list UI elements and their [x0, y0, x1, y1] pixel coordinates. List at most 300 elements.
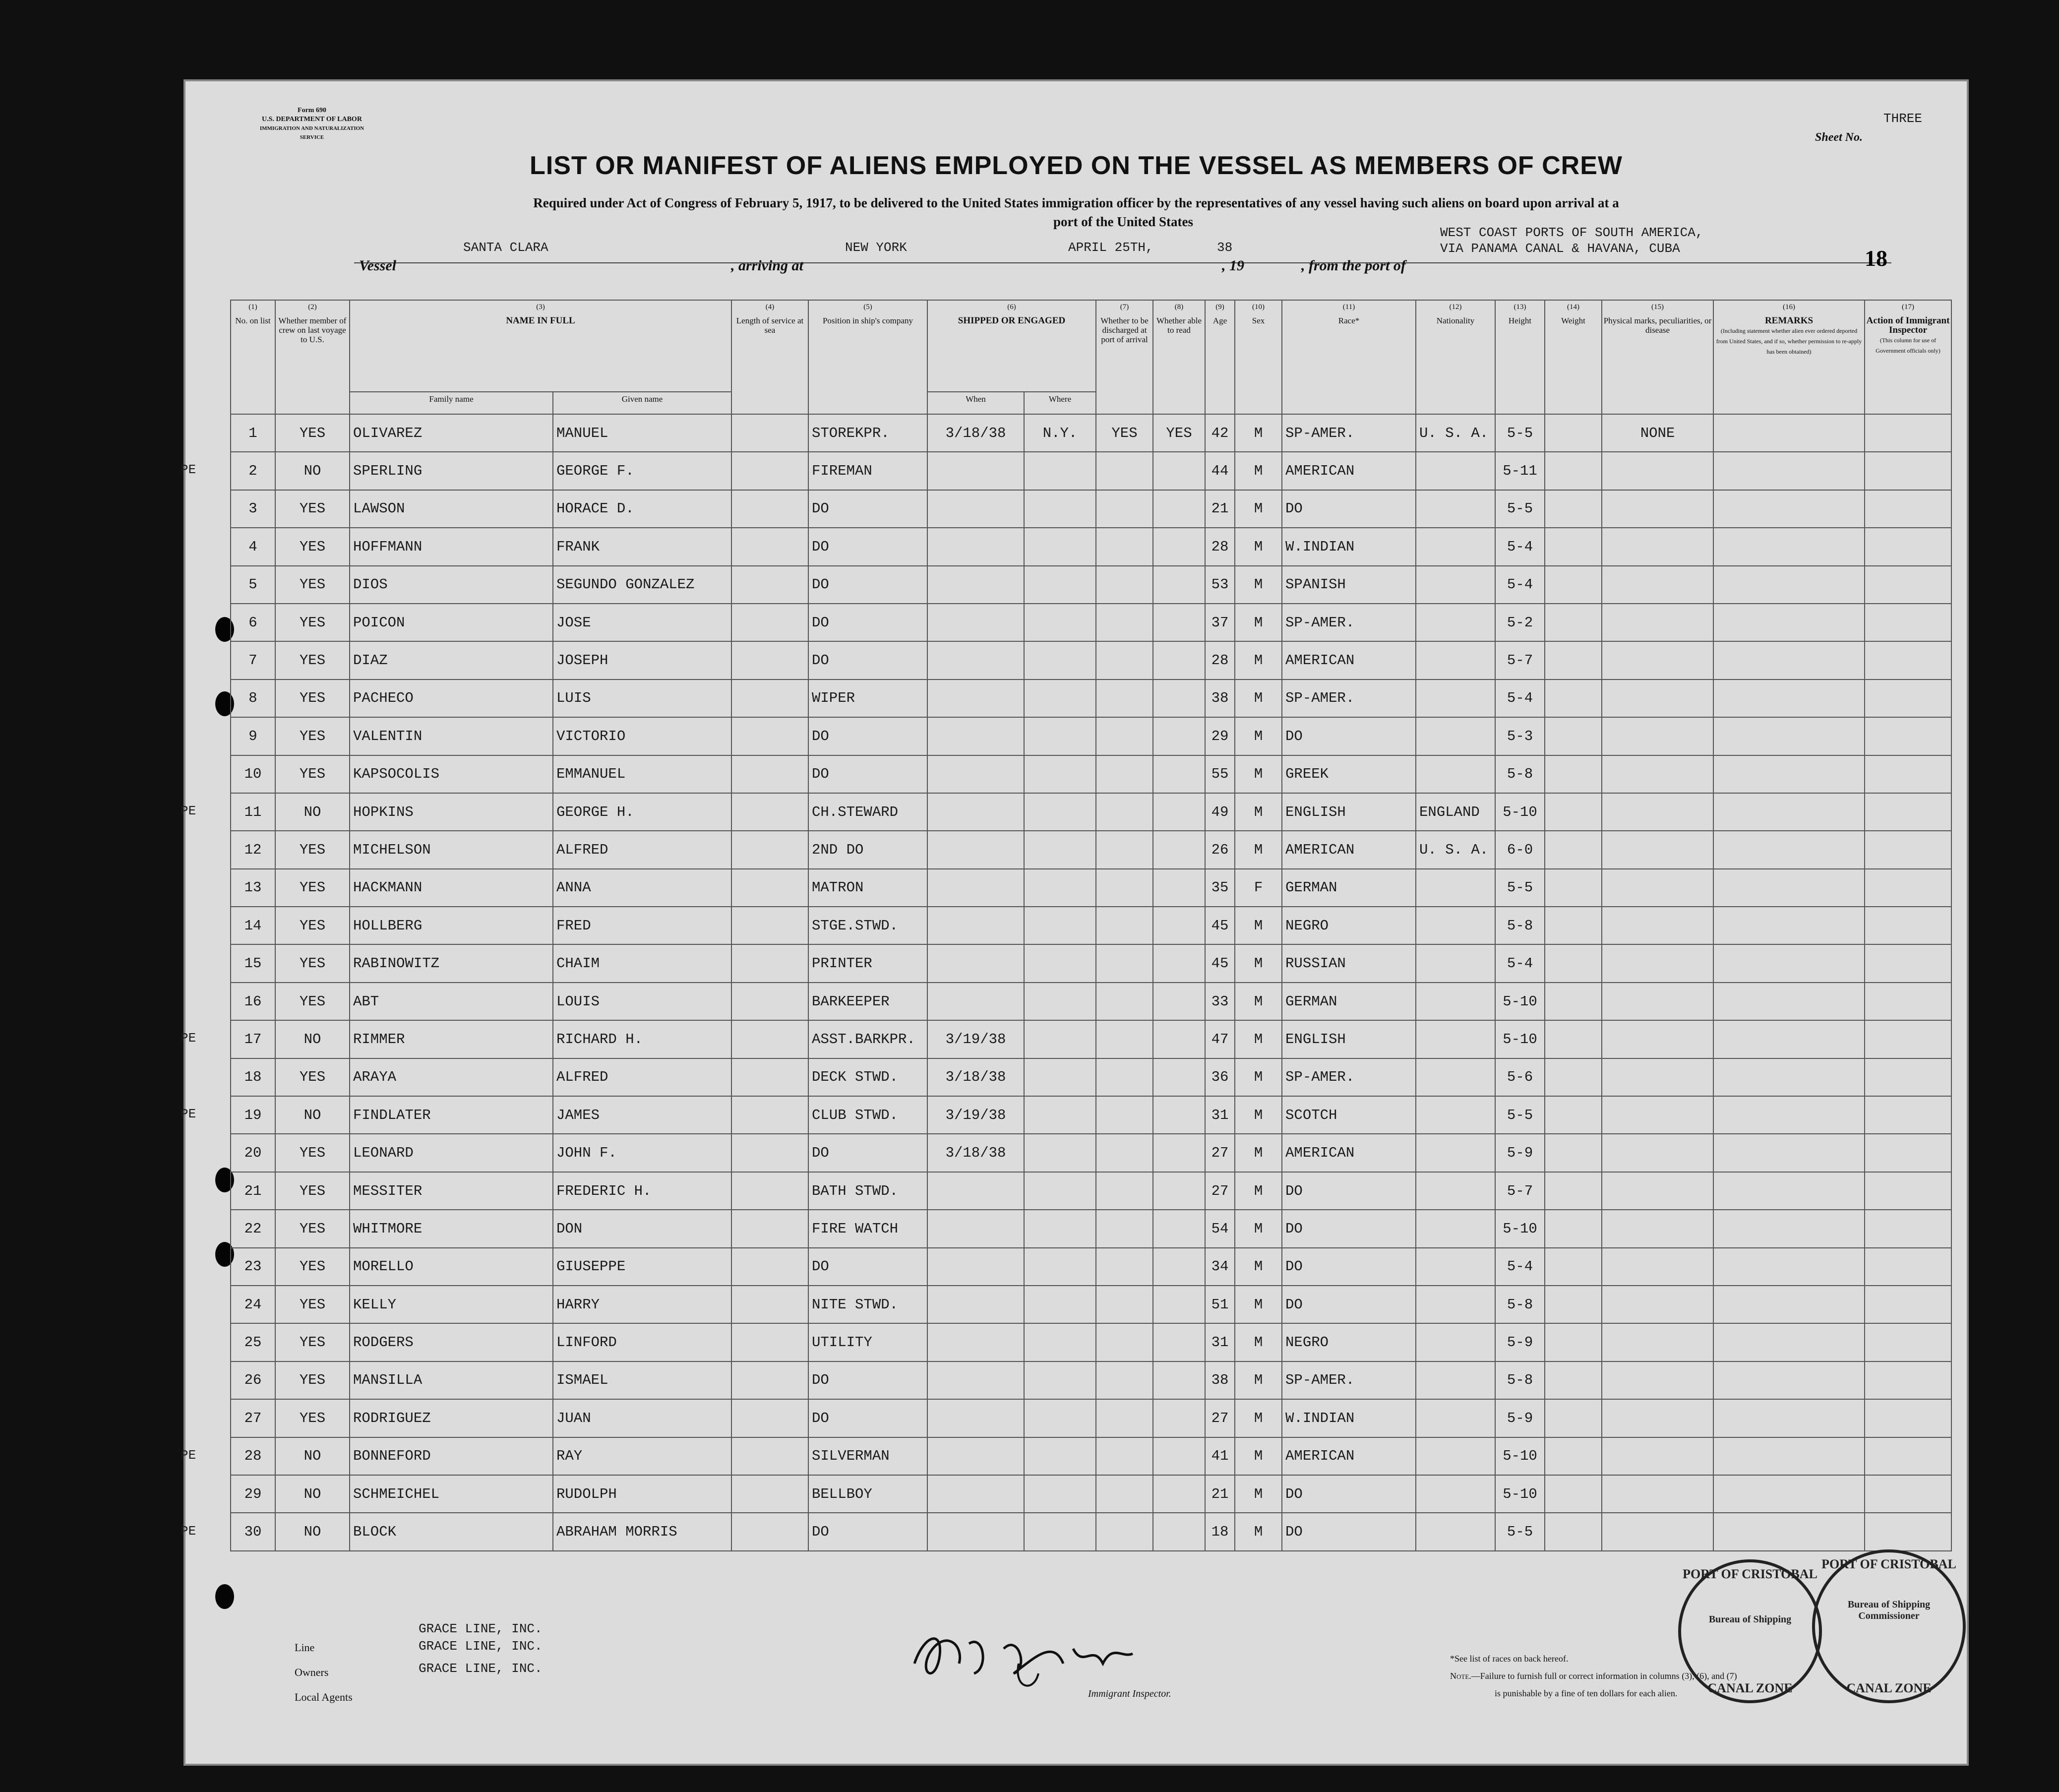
sex-cell: M	[1235, 414, 1282, 452]
shipped-when-cell: 3/18/38	[927, 1058, 1024, 1096]
given-name-cell: GEORGE H.	[553, 793, 731, 831]
age-cell: 53	[1205, 566, 1235, 604]
col-remarks-header: (16) REMARKS (Including statement whether alien ever ordered deported from United States, and if so, whether permission to re-apply has been obtained)	[1713, 300, 1865, 414]
race-cell: ENGLISH	[1282, 1020, 1416, 1058]
service-length-cell	[731, 907, 808, 944]
col-prev-voyage-label: Whether member of crew on last voyage to U.S.	[278, 316, 347, 344]
company-name: GRACE LINE, INC.	[419, 1621, 543, 1636]
race-cell: SCOTCH	[1282, 1096, 1416, 1134]
shipped-where-cell	[1024, 452, 1096, 490]
age-cell: 34	[1205, 1248, 1235, 1286]
nationality-cell	[1416, 1399, 1495, 1437]
crew-table	[230, 300, 1952, 1551]
physical-marks-cell	[1602, 907, 1713, 944]
note-text: —Failure to furnish full or correct information in columns (3), (6), and (7)	[1471, 1671, 1737, 1681]
discharge-cell	[1096, 1475, 1153, 1513]
service-length-cell	[731, 944, 808, 982]
physical-marks-cell	[1602, 1096, 1713, 1134]
family-name-cell: ARAYA	[350, 1058, 553, 1096]
port-stamp-right-bottom: CANAL ZONE	[1846, 1681, 1932, 1695]
shipped-when-cell	[927, 907, 1024, 944]
sex-cell: M	[1235, 528, 1282, 565]
row-number-cell: 27	[231, 1399, 275, 1437]
shipped-when-cell	[927, 528, 1024, 565]
service-length-cell	[731, 1475, 808, 1513]
weight-cell	[1545, 793, 1602, 831]
note-label: Note.	[1450, 1671, 1471, 1681]
sex-cell: M	[1235, 907, 1282, 944]
given-name-cell: HORACE D.	[553, 490, 731, 528]
table-row	[231, 717, 1951, 755]
nationality-cell	[1416, 944, 1495, 982]
row-number-cell: 28	[231, 1437, 275, 1475]
age-cell: 31	[1205, 1096, 1235, 1134]
position-cell: FIREMAN	[808, 452, 927, 490]
discharge-cell	[1096, 490, 1153, 528]
family-name-cell: SPERLING	[350, 452, 553, 490]
able-to-read-cell	[1153, 1058, 1205, 1096]
height-cell: 5-9	[1495, 1399, 1545, 1437]
row-number-cell: 1	[231, 414, 275, 452]
prev-voyage-cell: YES	[275, 1286, 350, 1323]
col-read-header: (8) Whether able to read	[1153, 300, 1205, 414]
given-name-cell: VICTORIO	[553, 717, 731, 755]
prev-voyage-cell: NO	[275, 1513, 350, 1550]
age-cell: 21	[1205, 490, 1235, 528]
able-to-read-cell	[1153, 944, 1205, 982]
agents-label: Local Agents	[295, 1691, 353, 1703]
physical-marks-cell	[1602, 1020, 1713, 1058]
physical-marks-cell	[1602, 1134, 1713, 1172]
family-name-cell: BLOCK	[350, 1513, 553, 1550]
able-to-read-cell	[1153, 907, 1205, 944]
row-number-cell: 13	[231, 869, 275, 907]
vessel-name: SANTA CLARA	[463, 240, 548, 255]
inspector-action-cell	[1865, 1513, 1951, 1550]
table-row	[231, 452, 1951, 490]
physical-marks-cell	[1602, 831, 1713, 868]
physical-marks-cell	[1602, 1172, 1713, 1210]
nationality-cell	[1416, 452, 1495, 490]
height-cell: 5-9	[1495, 1323, 1545, 1361]
prev-voyage-cell: YES	[275, 907, 350, 944]
position-cell: MATRON	[808, 869, 927, 907]
prev-voyage-cell: YES	[275, 1058, 350, 1096]
inspector-action-cell	[1865, 1361, 1951, 1399]
row-number-cell: 30	[231, 1513, 275, 1550]
family-name-cell: WHITMORE	[350, 1210, 553, 1247]
able-to-read-cell	[1153, 566, 1205, 604]
discharge-cell	[1096, 1437, 1153, 1475]
age-cell: 47	[1205, 1020, 1235, 1058]
height-cell: 5-5	[1495, 414, 1545, 452]
physical-marks-cell	[1602, 1286, 1713, 1323]
shipped-when-cell	[927, 452, 1024, 490]
col-race-label: Race*	[1338, 316, 1360, 325]
nationality-cell	[1416, 1058, 1495, 1096]
able-to-read-cell	[1153, 1134, 1205, 1172]
table-row	[231, 1210, 1951, 1247]
given-name-cell: LOUIS	[553, 983, 731, 1020]
shipped-where-cell	[1024, 566, 1096, 604]
row-number-cell: 3	[231, 490, 275, 528]
physical-marks-cell	[1602, 755, 1713, 793]
fine-note-2: is punishable by a fine of ten dollars for each alien.	[1495, 1688, 1678, 1698]
position-cell: CLUB STWD.	[808, 1096, 927, 1134]
age-cell: 29	[1205, 717, 1235, 755]
sex-cell: M	[1235, 1248, 1282, 1286]
nationality-cell	[1416, 755, 1495, 793]
age-cell: 51	[1205, 1286, 1235, 1323]
given-name-cell: JOHN F.	[553, 1134, 731, 1172]
nationality-cell	[1416, 1134, 1495, 1172]
age-cell: 28	[1205, 528, 1235, 565]
remarks-cell	[1713, 869, 1865, 907]
race-cell: W.INDIAN	[1282, 1399, 1416, 1437]
nationality-cell: U. S. A.	[1416, 414, 1495, 452]
sex-cell: M	[1235, 1475, 1282, 1513]
row-number-cell: 22	[231, 1210, 275, 1247]
age-cell: 28	[1205, 641, 1235, 679]
remarks-cell	[1713, 1475, 1865, 1513]
family-name-cell: HOFFMANN	[350, 528, 553, 565]
inspector-signature	[905, 1614, 1152, 1693]
inspector-action-cell	[1865, 566, 1951, 604]
able-to-read-cell	[1153, 604, 1205, 641]
age-cell: 27	[1205, 1172, 1235, 1210]
prev-voyage-cell: YES	[275, 680, 350, 717]
remarks-cell	[1713, 1286, 1865, 1323]
family-name-cell: RIMMER	[350, 1020, 553, 1058]
given-name-cell: ALFRED	[553, 1058, 731, 1096]
shipped-when-cell	[927, 566, 1024, 604]
physical-marks-cell	[1602, 604, 1713, 641]
physical-marks-cell	[1602, 793, 1713, 831]
discharge-cell	[1096, 1323, 1153, 1361]
weight-cell	[1545, 983, 1602, 1020]
prev-voyage-cell: YES	[275, 604, 350, 641]
col-action-header: (17) Action of Immigrant Inspector (This column for use of Government officials only)	[1865, 300, 1951, 414]
sex-cell: M	[1235, 983, 1282, 1020]
discharge-cell	[1096, 944, 1153, 982]
sex-cell: M	[1235, 1323, 1282, 1361]
sex-cell: F	[1235, 869, 1282, 907]
col-discharge-label: Whether to be discharged at port of arrival	[1100, 316, 1149, 344]
table-row	[231, 1399, 1951, 1437]
weight-cell	[1545, 1475, 1602, 1513]
sex-cell: M	[1235, 944, 1282, 982]
race-cell: SPANISH	[1282, 566, 1416, 604]
service-length-cell	[731, 1513, 808, 1550]
weight-cell	[1545, 831, 1602, 868]
given-name-cell: FREDERIC H.	[553, 1172, 731, 1210]
position-cell: DO	[808, 1134, 927, 1172]
shipped-when-cell	[927, 1323, 1024, 1361]
weight-cell	[1545, 1361, 1602, 1399]
col-shipped-header: (6) SHIPPED OR ENGAGED	[927, 300, 1096, 392]
row-number-cell: 11	[231, 793, 275, 831]
prev-voyage-cell: YES	[275, 641, 350, 679]
inspector-action-cell	[1865, 907, 1951, 944]
nationality-cell	[1416, 1513, 1495, 1550]
discharge-cell	[1096, 1020, 1153, 1058]
weight-cell	[1545, 944, 1602, 982]
sex-cell: M	[1235, 1210, 1282, 1247]
col-name-header: (3) NAME IN FULL	[350, 300, 731, 392]
inspector-action-cell	[1865, 452, 1951, 490]
col-age-header: (9) Age	[1205, 300, 1235, 414]
position-cell: DO	[808, 717, 927, 755]
row-number-cell: 26	[231, 1361, 275, 1399]
age-cell: 45	[1205, 944, 1235, 982]
given-name-cell: RAY	[553, 1437, 731, 1475]
discharge-cell	[1096, 1513, 1153, 1550]
vessel-label: Vessel	[359, 257, 396, 274]
shipped-where-cell	[1024, 1437, 1096, 1475]
able-to-read-cell: YES	[1153, 414, 1205, 452]
family-name-cell: HOLLBERG	[350, 907, 553, 944]
inspector-action-cell	[1865, 1134, 1951, 1172]
remarks-cell	[1713, 907, 1865, 944]
able-to-read-cell	[1153, 831, 1205, 868]
remarks-cell	[1713, 1248, 1865, 1286]
line-label: Line	[295, 1641, 315, 1654]
family-name-cell: LEONARD	[350, 1134, 553, 1172]
height-cell: 5-10	[1495, 1020, 1545, 1058]
remarks-cell	[1713, 452, 1865, 490]
race-cell: AMERICAN	[1282, 641, 1416, 679]
row-number-cell: 9	[231, 717, 275, 755]
port-stamp-left-text: PORT OF CRISTOBAL	[1683, 1567, 1817, 1581]
prev-voyage-cell: YES	[275, 944, 350, 982]
sex-cell: M	[1235, 1096, 1282, 1134]
remarks-cell	[1713, 604, 1865, 641]
age-cell: 55	[1205, 755, 1235, 793]
discharge-cell	[1096, 755, 1153, 793]
row-number-cell: 7	[231, 641, 275, 679]
col-read-label: Whether able to read	[1156, 316, 1202, 335]
age-cell: 27	[1205, 1134, 1235, 1172]
prev-voyage-cell: NO	[275, 1437, 350, 1475]
nationality-cell	[1416, 907, 1495, 944]
given-name-cell: LINFORD	[553, 1323, 731, 1361]
remarks-cell	[1713, 944, 1865, 982]
row-number-cell: 20	[231, 1134, 275, 1172]
nationality-cell	[1416, 680, 1495, 717]
position-cell: 2ND DO	[808, 831, 927, 868]
nationality-cell	[1416, 1361, 1495, 1399]
remarks-cell	[1713, 1058, 1865, 1096]
family-name-cell: RODGERS	[350, 1323, 553, 1361]
shipped-when-cell	[927, 831, 1024, 868]
able-to-read-cell	[1153, 1172, 1205, 1210]
physical-marks-cell	[1602, 1361, 1713, 1399]
nationality-cell	[1416, 1210, 1495, 1247]
remarks-cell	[1713, 831, 1865, 868]
shipped-where-cell: N.Y.	[1024, 414, 1096, 452]
prev-voyage-cell: YES	[275, 1134, 350, 1172]
col-action-label: Action of Immigrant Inspector	[1866, 315, 1950, 335]
shipped-where-cell	[1024, 793, 1096, 831]
height-cell: 5-8	[1495, 1361, 1545, 1399]
weight-cell	[1545, 604, 1602, 641]
race-cell: W.INDIAN	[1282, 528, 1416, 565]
position-cell: DO	[808, 1248, 927, 1286]
inspector-action-cell	[1865, 414, 1951, 452]
shipped-where-cell	[1024, 1172, 1096, 1210]
shipped-where-cell	[1024, 1286, 1096, 1323]
height-cell: 5-5	[1495, 869, 1545, 907]
able-to-read-cell	[1153, 793, 1205, 831]
inspector-action-cell	[1865, 1096, 1951, 1134]
service-length-cell	[731, 1437, 808, 1475]
nationality-cell	[1416, 566, 1495, 604]
sex-cell: M	[1235, 490, 1282, 528]
col-remarks-label: REMARKS	[1764, 315, 1814, 326]
service-length-cell	[731, 831, 808, 868]
table-row	[231, 944, 1951, 982]
shipped-where-cell	[1024, 1020, 1096, 1058]
inspector-action-cell	[1865, 793, 1951, 831]
height-cell: 5-4	[1495, 1248, 1545, 1286]
height-cell: 5-8	[1495, 755, 1545, 793]
col-marks-header: (15) Physical marks, peculiarities, or disease	[1602, 300, 1713, 414]
physical-marks-cell	[1602, 1475, 1713, 1513]
family-name-cell: SCHMEICHEL	[350, 1475, 553, 1513]
port-stamp-left-bottom: CANAL ZONE	[1707, 1681, 1793, 1695]
height-cell: 5-7	[1495, 1172, 1545, 1210]
age-cell: 42	[1205, 414, 1235, 452]
sex-cell: M	[1235, 452, 1282, 490]
prev-voyage-cell: YES	[275, 528, 350, 565]
service-length-cell	[731, 1361, 808, 1399]
height-cell: 5-6	[1495, 1058, 1545, 1096]
row-number-cell: 24	[231, 1286, 275, 1323]
given-name-cell: EMMANUEL	[553, 755, 731, 793]
prev-voyage-cell: NO	[275, 1020, 350, 1058]
col-nationality-header: (12) Nationality	[1416, 300, 1495, 414]
nationality-cell: U. S. A.	[1416, 831, 1495, 868]
table-row	[231, 1058, 1951, 1096]
physical-marks-cell	[1602, 490, 1713, 528]
shipped-where-cell	[1024, 755, 1096, 793]
sex-cell: M	[1235, 566, 1282, 604]
weight-cell	[1545, 490, 1602, 528]
col-position-header: (5) Position in ship's company	[808, 300, 927, 414]
age-cell: 31	[1205, 1323, 1235, 1361]
able-to-read-cell	[1153, 1096, 1205, 1134]
shipped-where-cell	[1024, 1361, 1096, 1399]
table-row	[231, 831, 1951, 868]
weight-cell	[1545, 717, 1602, 755]
port-stamp-right-inner: Bureau of Shipping Commissioner	[1847, 1599, 1931, 1621]
margin-note: PE	[181, 1447, 196, 1463]
service-length-cell	[731, 717, 808, 755]
inspector-action-cell	[1865, 831, 1951, 868]
inspector-action-cell	[1865, 1020, 1951, 1058]
discharge-cell	[1096, 793, 1153, 831]
service-length-cell	[731, 755, 808, 793]
physical-marks-cell	[1602, 1210, 1713, 1247]
crew-rows	[231, 414, 1951, 1551]
race-cell: SP-AMER.	[1282, 1361, 1416, 1399]
service-length-cell	[731, 1248, 808, 1286]
position-cell: NITE STWD.	[808, 1286, 927, 1323]
able-to-read-cell	[1153, 528, 1205, 565]
physical-marks-cell	[1602, 1399, 1713, 1437]
position-cell: DECK STWD.	[808, 1058, 927, 1096]
discharge-cell	[1096, 1134, 1153, 1172]
arriving-at: NEW YORK	[845, 240, 907, 255]
nationality-cell	[1416, 717, 1495, 755]
owners-value: GRACE LINE, INC.	[419, 1661, 543, 1676]
table-row	[231, 566, 1951, 604]
position-cell: DO	[808, 490, 927, 528]
able-to-read-cell	[1153, 755, 1205, 793]
family-name-cell: RODRIGUEZ	[350, 1399, 553, 1437]
document-title: LIST OR MANIFEST OF ALIENS EMPLOYED ON THE VESSEL AS MEMBERS OF CREW	[530, 151, 1623, 180]
prev-voyage-cell: YES	[275, 490, 350, 528]
race-cell: RUSSIAN	[1282, 944, 1416, 982]
punch-hole	[215, 1584, 234, 1609]
table-row	[231, 1248, 1951, 1286]
inspector-action-cell	[1865, 944, 1951, 982]
shipped-where-cell	[1024, 983, 1096, 1020]
age-cell: 18	[1205, 1513, 1235, 1550]
family-name-cell: HACKMANN	[350, 869, 553, 907]
col-sex-label: Sex	[1252, 316, 1265, 325]
physical-marks-cell	[1602, 1248, 1713, 1286]
discharge-cell	[1096, 1096, 1153, 1134]
nationality-cell	[1416, 1172, 1495, 1210]
able-to-read-cell	[1153, 1361, 1205, 1399]
age-cell: 49	[1205, 793, 1235, 831]
family-name-cell: DIOS	[350, 566, 553, 604]
discharge-cell	[1096, 452, 1153, 490]
family-name-cell: DIAZ	[350, 641, 553, 679]
given-name-cell: JAMES	[553, 1096, 731, 1134]
row-number-cell: 2	[231, 452, 275, 490]
requirement-text-2: port of the United States	[1053, 214, 1193, 229]
department-name: U.S. DEPARTMENT OF LABOR	[262, 116, 362, 123]
position-cell: CH.STEWARD	[808, 793, 927, 831]
row-number-cell: 17	[231, 1020, 275, 1058]
height-cell: 5-4	[1495, 566, 1545, 604]
prev-voyage-cell: YES	[275, 414, 350, 452]
remarks-cell	[1713, 793, 1865, 831]
position-cell: SILVERMAN	[808, 1437, 927, 1475]
prev-voyage-cell: YES	[275, 566, 350, 604]
table-row	[231, 755, 1951, 793]
service-length-cell	[731, 1020, 808, 1058]
service-length-cell	[731, 680, 808, 717]
physical-marks-cell	[1602, 566, 1713, 604]
race-cell: DO	[1282, 1210, 1416, 1247]
physical-marks-cell	[1602, 1323, 1713, 1361]
race-cell: DO	[1282, 490, 1416, 528]
line-value: GRACE LINE, INC.	[419, 1639, 543, 1654]
inspector-action-cell	[1865, 755, 1951, 793]
table-row	[231, 907, 1951, 944]
weight-cell	[1545, 1248, 1602, 1286]
sex-cell: M	[1235, 1361, 1282, 1399]
port-stamp-left-inner: Bureau of Shipping	[1708, 1614, 1792, 1625]
shipped-when-cell	[927, 1437, 1024, 1475]
col-nationality-label: Nationality	[1436, 316, 1475, 325]
service-length-cell	[731, 641, 808, 679]
race-cell: AMERICAN	[1282, 831, 1416, 868]
family-name-cell: FINDLATER	[350, 1096, 553, 1134]
